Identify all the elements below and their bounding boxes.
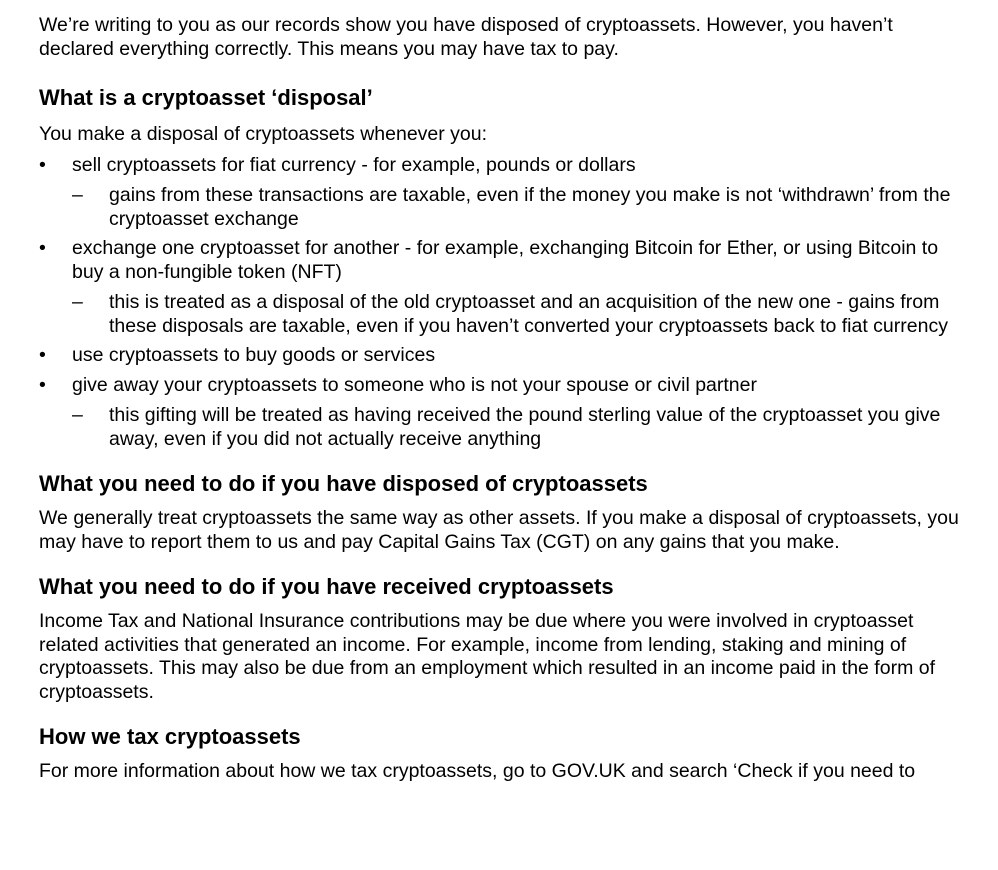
bullet-icon: • (39, 153, 46, 176)
list-item-text: use cryptoassets to buy goods or services (72, 344, 436, 366)
sub-list-item-text: gains from these transactions are taxable, even if the money you make is not ‘withdrawn’ from the cryptoasset exchange (109, 184, 951, 230)
letter-page (39, 14, 959, 784)
sub-list (72, 184, 959, 231)
bullet-icon: • (39, 237, 46, 259)
dash-icon: – (72, 404, 83, 426)
dash-icon: – (72, 291, 83, 313)
list-item (39, 344, 959, 368)
disposal-section (39, 85, 959, 451)
disposed-section (39, 471, 959, 554)
received-body: Income Tax and National Insurance contributions may be due where you were involved in cryptoasset related activities that generated an income. For example, income from lending, staking and mining of cryptoassets. This may also be due from an employment which resulted in an income paid in the form of cryptoassets. (39, 610, 935, 703)
sub-list (72, 291, 959, 338)
how-tax-heading: How we tax cryptoassets (39, 724, 301, 749)
intro-paragraph: We’re writing to you as our records show you have disposed of cryptoassets. However, you haven’t declared everything correctly. This means you may have tax to pay. (39, 14, 893, 60)
list-item-text: give away your cryptoassets to someone who is not your spouse or civil partner (72, 373, 757, 396)
received-section (39, 574, 959, 704)
how-tax-section (39, 724, 959, 784)
sub-list-item (72, 291, 959, 338)
sub-list-item (72, 404, 959, 451)
disposed-heading: What you need to do if you have disposed of cryptoassets (39, 471, 648, 496)
list-item (39, 237, 959, 338)
sub-list-item-text: this is treated as a disposal of the old cryptoasset and an acquisition of the new one - gains from these disposals are taxable, even if you haven’t converted your cryptoassets back to fiat currency (109, 291, 948, 337)
sub-list-item (72, 184, 959, 231)
disposal-heading: What is a cryptoasset ‘disposal’ (39, 85, 373, 110)
bullet-icon: • (39, 344, 46, 366)
disposal-list (39, 154, 959, 452)
list-item-text: exchange one cryptoasset for another - for example, exchanging Bitcoin for Ether, or using Bitcoin to buy a non-fungible token (NFT) (72, 237, 939, 283)
disposal-lead: You make a disposal of cryptoassets whenever you: (39, 123, 488, 145)
bullet-icon: • (39, 373, 46, 396)
received-heading: What you need to do if you have received cryptoassets (39, 574, 614, 599)
list-item-text: sell cryptoassets for fiat currency - for example, pounds or dollars (72, 153, 636, 176)
list-item (39, 374, 959, 452)
sub-list-item-text: this gifting will be treated as having received the pound sterling value of the cryptoasset you give away, even if you did not actually receive anything (109, 404, 941, 450)
sub-list (72, 404, 959, 451)
list-item (39, 154, 959, 232)
disposed-body: We generally treat cryptoassets the same way as other assets. If you make a disposal of cryptoassets, you may have to report them to us and pay Capital Gains Tax (CGT) on any gains that you make. (39, 507, 959, 553)
how-tax-body: For more information about how we tax cryptoassets, go to GOV.UK and search ‘Check if you need to (39, 760, 916, 782)
dash-icon: – (72, 184, 83, 206)
